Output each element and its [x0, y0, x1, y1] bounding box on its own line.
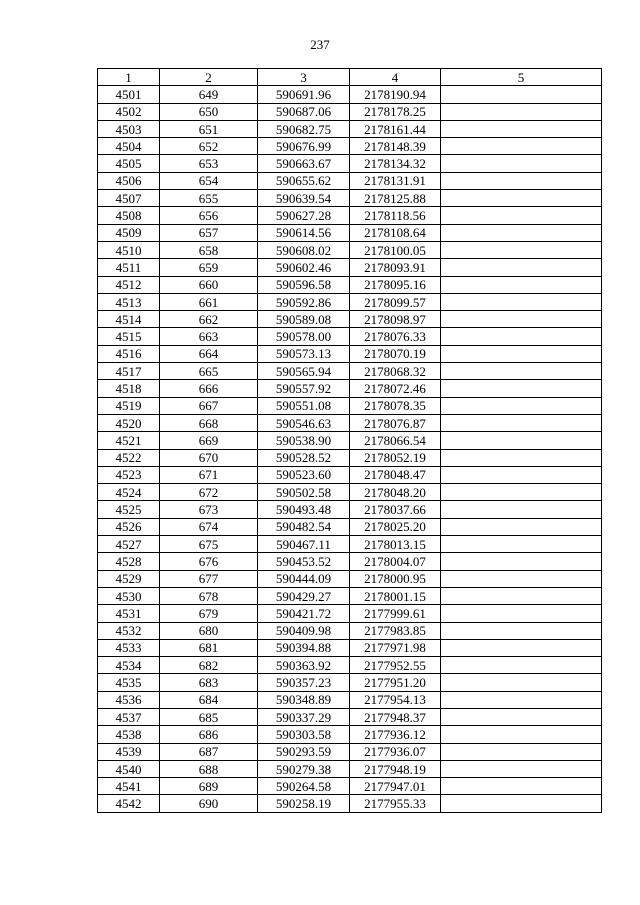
table-row: [98, 587, 602, 604]
table-cell-col-2: 675: [160, 536, 258, 553]
table-cell-col-3: 590682.75: [258, 120, 350, 137]
table-cell-col-1: 4523: [98, 466, 160, 483]
table-cell-col-3: 590573.13: [258, 345, 350, 362]
table-cell-col-2: 657: [160, 224, 258, 241]
table-cell-col-4: 2178000.95: [350, 570, 441, 587]
table-cell-col-2: 680: [160, 622, 258, 639]
table-cell-col-1: 4509: [98, 224, 160, 241]
table-row: [98, 155, 602, 172]
table-cell-col-4: 2178099.57: [350, 293, 441, 310]
table-row: [98, 103, 602, 120]
table-cell-col-3: 590565.94: [258, 363, 350, 380]
table-row: [98, 536, 602, 553]
table-cell-col-1: 4508: [98, 207, 160, 224]
table-cell-col-3: 590337.29: [258, 708, 350, 725]
table-cell-col-1: 4504: [98, 138, 160, 155]
table-cell-col-1: 4507: [98, 190, 160, 207]
table-row: [98, 380, 602, 397]
table-cell-col-4: 2177952.55: [350, 657, 441, 674]
table-cell-col-1: 4514: [98, 311, 160, 328]
table-cell-col-3: 590502.58: [258, 484, 350, 501]
table-row: [98, 691, 602, 708]
column-header-5: 5: [441, 69, 602, 86]
table-row: [98, 259, 602, 276]
table-cell-col-3: 590279.38: [258, 760, 350, 777]
table-cell-col-1: 4539: [98, 743, 160, 760]
table-cell-col-2: 661: [160, 293, 258, 310]
table-cell-col-2: 672: [160, 484, 258, 501]
table-row: [98, 605, 602, 622]
table-cell-col-2: 670: [160, 449, 258, 466]
table-cell-col-3: 590602.46: [258, 259, 350, 276]
table-cell-col-5: [441, 138, 602, 155]
table-cell-col-4: 2178108.64: [350, 224, 441, 241]
table-row: [98, 518, 602, 535]
table-cell-col-1: 4540: [98, 760, 160, 777]
table-cell-col-5: [441, 120, 602, 137]
table-cell-col-3: 590691.96: [258, 86, 350, 103]
table-cell-col-4: 2177948.37: [350, 708, 441, 725]
table-cell-col-1: 4536: [98, 691, 160, 708]
table-cell-col-5: [441, 536, 602, 553]
table-cell-col-4: 2177947.01: [350, 778, 441, 795]
table-cell-col-1: 4516: [98, 345, 160, 362]
table-cell-col-3: 590394.88: [258, 639, 350, 656]
table-cell-col-1: 4506: [98, 172, 160, 189]
table-cell-col-4: 2178125.88: [350, 190, 441, 207]
table-cell-col-3: 590592.86: [258, 293, 350, 310]
table-cell-col-4: 2178134.32: [350, 155, 441, 172]
table-cell-col-3: 590409.98: [258, 622, 350, 639]
table-cell-col-4: 2177954.13: [350, 691, 441, 708]
table-cell-col-5: [441, 328, 602, 345]
coordinates-table: [97, 68, 602, 813]
table-cell-col-3: 590655.62: [258, 172, 350, 189]
table-cell-col-5: [441, 380, 602, 397]
table-cell-col-4: 2177936.07: [350, 743, 441, 760]
table-cell-col-1: 4501: [98, 86, 160, 103]
table-cell-col-1: 4513: [98, 293, 160, 310]
table-cell-col-1: 4518: [98, 380, 160, 397]
table-cell-col-1: 4541: [98, 778, 160, 795]
table-cell-col-2: 653: [160, 155, 258, 172]
table-cell-col-1: 4524: [98, 484, 160, 501]
table-cell-col-2: 663: [160, 328, 258, 345]
table-cell-col-4: 2178052.19: [350, 449, 441, 466]
table-cell-col-2: 656: [160, 207, 258, 224]
table-cell-col-1: 4517: [98, 363, 160, 380]
table-cell-col-2: 678: [160, 587, 258, 604]
table-row: [98, 484, 602, 501]
table-cell-col-3: 590303.58: [258, 726, 350, 743]
table-row: [98, 414, 602, 431]
table-cell-col-1: 4538: [98, 726, 160, 743]
table-cell-col-4: 2178066.54: [350, 432, 441, 449]
table-row: [98, 553, 602, 570]
table-cell-col-4: 2178095.16: [350, 276, 441, 293]
table-cell-col-5: [441, 103, 602, 120]
table-cell-col-2: 654: [160, 172, 258, 189]
table-cell-col-2: 681: [160, 639, 258, 656]
table-cell-col-4: 2178076.33: [350, 328, 441, 345]
table-cell-col-3: 590551.08: [258, 397, 350, 414]
table-cell-col-5: [441, 605, 602, 622]
table-cell-col-3: 590258.19: [258, 795, 350, 812]
table-cell-col-2: 662: [160, 311, 258, 328]
table-cell-col-4: 2178072.46: [350, 380, 441, 397]
table-cell-col-2: 687: [160, 743, 258, 760]
table-cell-col-4: 2178068.32: [350, 363, 441, 380]
table-cell-col-5: [441, 363, 602, 380]
table-cell-col-1: 4512: [98, 276, 160, 293]
table-cell-col-5: [441, 518, 602, 535]
table-cell-col-3: 590546.63: [258, 414, 350, 431]
table-cell-col-2: 652: [160, 138, 258, 155]
table-cell-col-2: 688: [160, 760, 258, 777]
table-cell-col-3: 590627.28: [258, 207, 350, 224]
table-row: [98, 674, 602, 691]
table-cell-col-3: 590429.27: [258, 587, 350, 604]
table-cell-col-3: 590578.00: [258, 328, 350, 345]
table-header-row: [98, 69, 602, 86]
table-cell-col-2: 668: [160, 414, 258, 431]
table-row: [98, 639, 602, 656]
table-cell-col-3: 590523.60: [258, 466, 350, 483]
table-cell-col-2: 679: [160, 605, 258, 622]
table-cell-col-2: 669: [160, 432, 258, 449]
table-cell-col-3: 590528.52: [258, 449, 350, 466]
table-row: [98, 363, 602, 380]
table-cell-col-3: 590557.92: [258, 380, 350, 397]
table-cell-col-5: [441, 155, 602, 172]
table-cell-col-1: 4537: [98, 708, 160, 725]
table-cell-col-3: 590687.06: [258, 103, 350, 120]
table-cell-col-5: [441, 432, 602, 449]
table-row: [98, 172, 602, 189]
table-cell-col-4: 2178131.91: [350, 172, 441, 189]
table-row: [98, 276, 602, 293]
table-cell-col-4: 2178037.66: [350, 501, 441, 518]
table-cell-col-5: [441, 708, 602, 725]
table-cell-col-4: 2178178.25: [350, 103, 441, 120]
table-cell-col-3: 590467.11: [258, 536, 350, 553]
table-cell-col-2: 650: [160, 103, 258, 120]
table-row: [98, 501, 602, 518]
table-cell-col-2: 674: [160, 518, 258, 535]
table-cell-col-2: 677: [160, 570, 258, 587]
table-cell-col-5: [441, 778, 602, 795]
table-row: [98, 657, 602, 674]
table-cell-col-3: 590538.90: [258, 432, 350, 449]
table-cell-col-4: 2178013.15: [350, 536, 441, 553]
table-cell-col-3: 590293.59: [258, 743, 350, 760]
table-cell-col-3: 590453.52: [258, 553, 350, 570]
table-cell-col-1: 4542: [98, 795, 160, 812]
table-cell-col-5: [441, 276, 602, 293]
table-cell-col-1: 4529: [98, 570, 160, 587]
table-row: [98, 328, 602, 345]
table-cell-col-3: 590589.08: [258, 311, 350, 328]
table-cell-col-5: [441, 224, 602, 241]
table-cell-col-5: [441, 172, 602, 189]
table-cell-col-3: 590608.02: [258, 241, 350, 258]
table-cell-col-3: 590639.54: [258, 190, 350, 207]
table-cell-col-4: 2178025.20: [350, 518, 441, 535]
table-cell-col-1: 4515: [98, 328, 160, 345]
table-cell-col-4: 2178078.35: [350, 397, 441, 414]
table-row: [98, 293, 602, 310]
table-cell-col-3: 590676.99: [258, 138, 350, 155]
table-cell-col-1: 4522: [98, 449, 160, 466]
table-cell-col-2: 685: [160, 708, 258, 725]
table-cell-col-5: [441, 657, 602, 674]
table-row: [98, 449, 602, 466]
table-cell-col-4: 2178098.97: [350, 311, 441, 328]
table-cell-col-4: 2178190.94: [350, 86, 441, 103]
column-header-4: 4: [350, 69, 441, 86]
table-cell-col-5: [441, 86, 602, 103]
table-cell-col-4: 2178100.05: [350, 241, 441, 258]
table-cell-col-2: 660: [160, 276, 258, 293]
table-cell-col-1: 4503: [98, 120, 160, 137]
column-header-2: 2: [160, 69, 258, 86]
table-row: [98, 311, 602, 328]
table-cell-col-4: 2177951.20: [350, 674, 441, 691]
table-cell-col-5: [441, 760, 602, 777]
table-cell-col-2: 682: [160, 657, 258, 674]
table-cell-col-5: [441, 639, 602, 656]
table-row: [98, 241, 602, 258]
table-cell-col-5: [441, 207, 602, 224]
table-cell-col-3: 590596.58: [258, 276, 350, 293]
table-cell-col-5: [441, 743, 602, 760]
table-cell-col-3: 590614.56: [258, 224, 350, 241]
table-cell-col-4: 2177983.85: [350, 622, 441, 639]
table-cell-col-5: [441, 311, 602, 328]
table-cell-col-2: 686: [160, 726, 258, 743]
table-cell-col-2: 667: [160, 397, 258, 414]
table-cell-col-4: 2178004.07: [350, 553, 441, 570]
table-cell-col-3: 590493.48: [258, 501, 350, 518]
table-cell-col-5: [441, 397, 602, 414]
table-cell-col-3: 590363.92: [258, 657, 350, 674]
table-cell-col-5: [441, 570, 602, 587]
table-row: [98, 743, 602, 760]
table-row: [98, 120, 602, 137]
table-cell-col-5: [441, 466, 602, 483]
table-cell-col-5: [441, 484, 602, 501]
table-cell-col-4: 2177971.98: [350, 639, 441, 656]
table-cell-col-1: 4532: [98, 622, 160, 639]
table-cell-col-1: 4519: [98, 397, 160, 414]
table-cell-col-1: 4510: [98, 241, 160, 258]
table-row: [98, 397, 602, 414]
table-cell-col-1: 4527: [98, 536, 160, 553]
table-cell-col-2: 658: [160, 241, 258, 258]
table-cell-col-2: 671: [160, 466, 258, 483]
table-cell-col-1: 4530: [98, 587, 160, 604]
table-cell-col-2: 684: [160, 691, 258, 708]
table-cell-col-3: 590444.09: [258, 570, 350, 587]
table-cell-col-4: 2178148.39: [350, 138, 441, 155]
table-cell-col-4: 2178070.19: [350, 345, 441, 362]
table-cell-col-4: 2178076.87: [350, 414, 441, 431]
table-cell-col-2: 649: [160, 86, 258, 103]
table-cell-col-2: 659: [160, 259, 258, 276]
table-cell-col-2: 655: [160, 190, 258, 207]
table-cell-col-2: 676: [160, 553, 258, 570]
table-row: [98, 432, 602, 449]
table-cell-col-1: 4521: [98, 432, 160, 449]
table-cell-col-3: 590357.23: [258, 674, 350, 691]
table-cell-col-1: 4520: [98, 414, 160, 431]
table-row: [98, 190, 602, 207]
table-cell-col-2: 690: [160, 795, 258, 812]
table-row: [98, 726, 602, 743]
table-cell-col-5: [441, 449, 602, 466]
column-header-1: 1: [98, 69, 160, 86]
column-header-3: 3: [258, 69, 350, 86]
page-number: 237: [310, 37, 330, 52]
table-cell-col-4: 2178093.91: [350, 259, 441, 276]
table-cell-col-3: 590264.58: [258, 778, 350, 795]
table-cell-col-2: 665: [160, 363, 258, 380]
table-row: [98, 778, 602, 795]
table-cell-col-2: 673: [160, 501, 258, 518]
table-cell-col-5: [441, 726, 602, 743]
table-cell-col-5: [441, 691, 602, 708]
table-cell-col-1: 4528: [98, 553, 160, 570]
table-cell-col-1: 4525: [98, 501, 160, 518]
table-row: [98, 570, 602, 587]
table-cell-col-2: 689: [160, 778, 258, 795]
table-cell-col-5: [441, 259, 602, 276]
table-row: [98, 466, 602, 483]
table-cell-col-3: 590482.54: [258, 518, 350, 535]
table-body: [98, 86, 602, 812]
table-cell-col-4: 2177948.19: [350, 760, 441, 777]
table-cell-col-3: 590421.72: [258, 605, 350, 622]
table-cell-col-4: 2178048.20: [350, 484, 441, 501]
table-cell-col-4: 2177999.61: [350, 605, 441, 622]
table-cell-col-5: [441, 241, 602, 258]
table-row: [98, 138, 602, 155]
table-cell-col-2: 664: [160, 345, 258, 362]
table-cell-col-5: [441, 414, 602, 431]
table-cell-col-3: 590348.89: [258, 691, 350, 708]
table-cell-col-2: 651: [160, 120, 258, 137]
table-row: [98, 708, 602, 725]
table-cell-col-5: [441, 795, 602, 812]
table-cell-col-5: [441, 501, 602, 518]
table-cell-col-1: 4533: [98, 639, 160, 656]
table-cell-col-4: 2177955.33: [350, 795, 441, 812]
table-cell-col-2: 666: [160, 380, 258, 397]
table-cell-col-5: [441, 190, 602, 207]
table-cell-col-1: 4526: [98, 518, 160, 535]
table-cell-col-5: [441, 345, 602, 362]
table-row: [98, 622, 602, 639]
table-row: [98, 760, 602, 777]
table-cell-col-5: [441, 622, 602, 639]
table-cell-col-1: 4531: [98, 605, 160, 622]
table-cell-col-4: 2177936.12: [350, 726, 441, 743]
table-cell-col-4: 2178048.47: [350, 466, 441, 483]
table-row: [98, 345, 602, 362]
table-row: [98, 795, 602, 812]
table-cell-col-1: 4511: [98, 259, 160, 276]
table-cell-col-1: 4535: [98, 674, 160, 691]
table-row: [98, 207, 602, 224]
table-row: [98, 224, 602, 241]
table-cell-col-2: 683: [160, 674, 258, 691]
table-cell-col-1: 4505: [98, 155, 160, 172]
table-cell-col-5: [441, 553, 602, 570]
table-cell-col-1: 4534: [98, 657, 160, 674]
table-cell-col-5: [441, 293, 602, 310]
table-cell-col-4: 2178001.15: [350, 587, 441, 604]
table-cell-col-5: [441, 674, 602, 691]
table-row: [98, 86, 602, 103]
table-cell-col-5: [441, 587, 602, 604]
table-cell-col-4: 2178161.44: [350, 120, 441, 137]
table-cell-col-1: 4502: [98, 103, 160, 120]
table-cell-col-3: 590663.67: [258, 155, 350, 172]
table-cell-col-4: 2178118.56: [350, 207, 441, 224]
